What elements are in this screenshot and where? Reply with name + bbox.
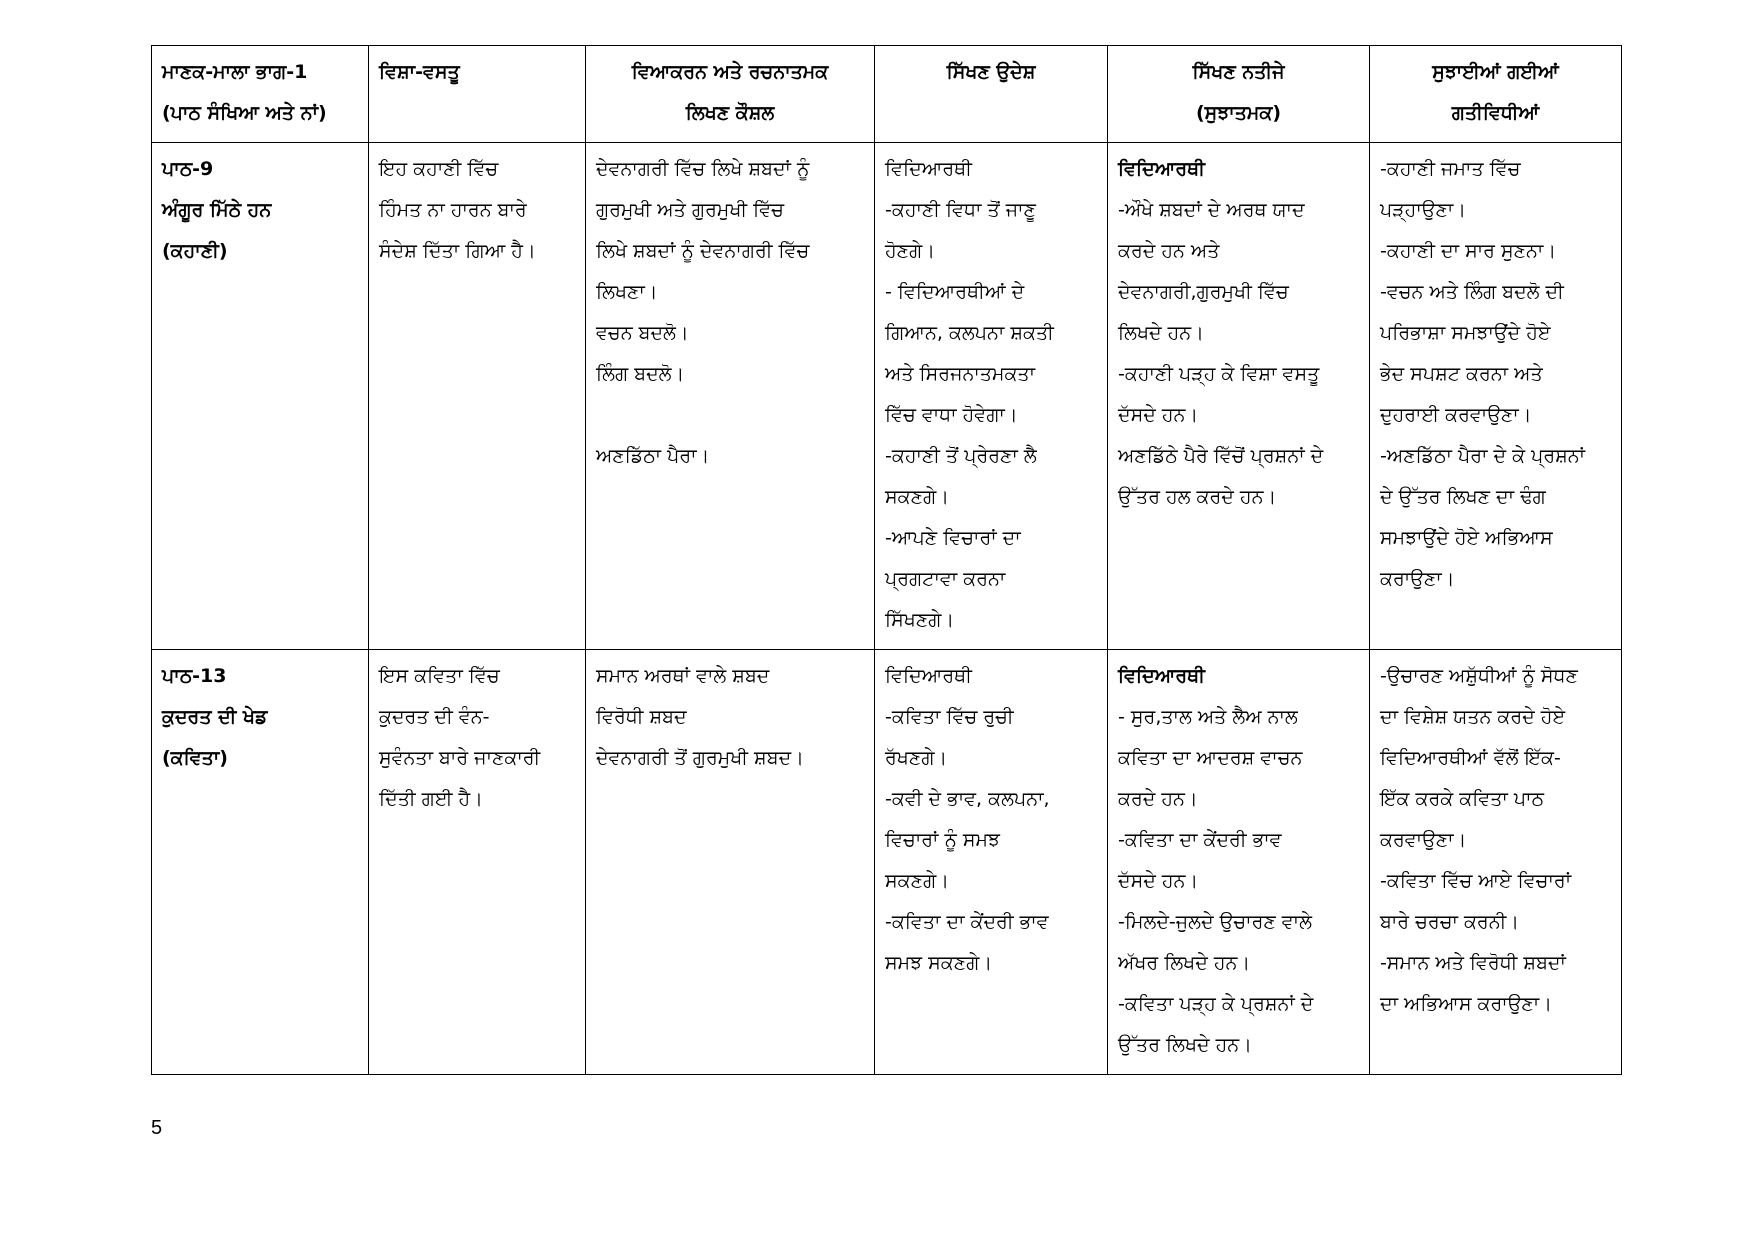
subject-cell: ਇਸ ਕਵਿਤਾ ਵਿੱਚ ਕੁਦਰਤ ਦੀ ਵੰਨ- ਸੁਵੰਨਤਾ ਬਾਰੇ ਜਾਣਕਾਰੀ ਦਿੱਤੀ ਗਈ ਹੈ।	[369, 650, 586, 1075]
lesson-cell: ਪਾਠ-9 ਅੰਗੂਰ ਮਿੱਠੇ ਹਨ (ਕਹਾਣੀ)	[152, 143, 369, 650]
outcomes-cell: ਵਿਦਿਆਰਥੀ -ਔਖੇ ਸ਼ਬਦਾਂ ਦੇ ਅਰਥ ਯਾਦ ਕਰਦੇ ਹਨ ਅਤੇ ਦੇਵਨਾਗਰੀ,ਗੁਰਮੁਖੀ ਵਿੱਚ ਲਿਖਦੇ ਹਨ। -ਕਹਾਣੀ ਪੜ੍ਹ ਕੇ ਵਿਸ਼ਾ ਵਸਤੂ ਦੱਸਦੇ ਹਨ। ਅਣਡਿੱਠੇ ਪੈਰੇ ਵਿੱਚੋਂ ਪ੍ਰਸ਼ਨਾਂ ਦੇ ਉੱਤਰ ਹਲ ਕਰਦੇ ਹਨ।	[1108, 143, 1370, 650]
table-row	[152, 143, 1622, 650]
table-row	[152, 650, 1622, 1075]
curriculum-table	[151, 45, 1622, 1075]
page-number: 5	[151, 1117, 163, 1139]
header-activities: ਸੁਝਾਈਆਂ ਗਈਆਂ ਗਤੀਵਿਧੀਆਂ	[1370, 46, 1622, 143]
header-objectives: ਸਿੱਖਣ ਉਦੇਸ਼	[875, 46, 1108, 143]
header-row	[152, 46, 1622, 143]
activities-cell: -ਕਹਾਣੀ ਜਮਾਤ ਵਿੱਚ ਪੜ੍ਹਾਉਣਾ। -ਕਹਾਣੀ ਦਾ ਸਾਰ ਸੁਣਨਾ। -ਵਚਨ ਅਤੇ ਲਿੰਗ ਬਦਲੋ ਦੀ ਪਰਿਭਾਸ਼ਾ ਸਮਝਾਉਂਦੇ ਹੋਏ ਭੇਦ ਸਪਸ਼ਟ ਕਰਨਾ ਅਤੇ ਦੁਹਰਾਈ ਕਰਵਾਉਣਾ। -ਅਣਡਿੱਠਾ ਪੈਰਾ ਦੇ ਕੇ ਪ੍ਰਸ਼ਨਾਂ ਦੇ ਉੱਤਰ ਲਿਖਣ ਦਾ ਢੰਗ ਸਮਝਾਉਂਦੇ ਹੋਏ ਅਭਿਆਸ ਕਰਾਉਣਾ।	[1370, 143, 1622, 650]
header-grammar: ਵਿਆਕਰਨ ਅਤੇ ਰਚਨਾਤਮਕ ਲਿਖਣ ਕੌਸ਼ਲ	[586, 46, 875, 143]
objectives-cell: ਵਿਦਿਆਰਥੀ -ਕਹਾਣੀ ਵਿਧਾ ਤੋਂ ਜਾਣੂ ਹੋਣਗੇ। - ਵਿਦਿਆਰਥੀਆਂ ਦੇ ਗਿਆਨ, ਕਲਪਨਾ ਸ਼ਕਤੀ ਅਤੇ ਸਿਰਜਨਾਤਮਕਤਾ ਵਿੱਚ ਵਾਧਾ ਹੋਵੇਗਾ। -ਕਹਾਣੀ ਤੋਂ ਪ੍ਰੇਰਣਾ ਲੈ ਸਕਣਗੇ। -ਆਪਣੇ ਵਿਚਾਰਾਂ ਦਾ ਪ੍ਰਗਟਾਵਾ ਕਰਨਾ ਸਿੱਖਣਗੇ।	[875, 143, 1108, 650]
outcomes-cell: ਵਿਦਿਆਰਥੀ - ਸੁਰ,ਤਾਲ ਅਤੇ ਲੈਅ ਨਾਲ ਕਵਿਤਾ ਦਾ ਆਦਰਸ਼ ਵਾਚਨ ਕਰਦੇ ਹਨ। -ਕਵਿਤਾ ਦਾ ਕੇਂਦਰੀ ਭਾਵ ਦੱਸਦੇ ਹਨ। -ਮਿਲਦੇ-ਜੁਲਦੇ ਉਚਾਰਣ ਵਾਲੇ ਅੱਖਰ ਲਿਖਦੇ ਹਨ। -ਕਵਿਤਾ ਪੜ੍ਹ ਕੇ ਪ੍ਰਸ਼ਨਾਂ ਦੇ ਉੱਤਰ ਲਿਖਦੇ ਹਨ।	[1108, 650, 1370, 1075]
activities-cell: -ਉਚਾਰਣ ਅਸ਼ੁੱਧੀਆਂ ਨੂੰ ਸੋਧਣ ਦਾ ਵਿਸ਼ੇਸ਼ ਯਤਨ ਕਰਦੇ ਹੋਏ ਵਿਦਿਆਰਥੀਆਂ ਵੱਲੋਂ ਇੱਕ- ਇੱਕ ਕਰਕੇ ਕਵਿਤਾ ਪਾਠ ਕਰਵਾਉਣਾ। -ਕਵਿਤਾ ਵਿੱਚ ਆਏ ਵਿਚਾਰਾਂ ਬਾਰੇ ਚਰਚਾ ਕਰਨੀ। -ਸਮਾਨ ਅਤੇ ਵਿਰੋਧੀ ਸ਼ਬਦਾਂ ਦਾ ਅਭਿਆਸ ਕਰਾਉਣਾ।	[1370, 650, 1622, 1075]
blank-line	[596, 395, 864, 436]
grammar-cell: ਦੇਵਨਾਗਰੀ ਵਿੱਚ ਲਿਖੇ ਸ਼ਬਦਾਂ ਨੂੰ ਗੁਰਮੁਖੀ ਅਤੇ ਗੁਰਮੁਖੀ ਵਿੱਚ ਲਿਖੇ ਸ਼ਬਦਾਂ ਨੂੰ ਦੇਵਨਾਗਰੀ ਵਿੱਚ ਲਿਖਣਾ। ਵਚਨ ਬਦਲੋ। ਲਿੰਗ ਬਦਲੋ। ਅਣਡਿੱਠਾ ਪੈਰਾ।	[586, 143, 875, 650]
lesson-cell: ਪਾਠ-13 ਕੁਦਰਤ ਦੀ ਖੇਡ (ਕਵਿਤਾ)	[152, 650, 369, 1075]
header-outcomes: ਸਿੱਖਣ ਨਤੀਜੇ (ਸੁਝਾਤਮਕ)	[1108, 46, 1370, 143]
header-subject: ਵਿਸ਼ਾ-ਵਸਤੂ	[369, 46, 586, 143]
header-lesson: ਮਾਣਕ-ਮਾਲਾ ਭਾਗ-1 (ਪਾਠ ਸੰਖਿਆ ਅਤੇ ਨਾਂ)	[152, 46, 369, 143]
grammar-cell: ਸਮਾਨ ਅਰਥਾਂ ਵਾਲੇ ਸ਼ਬਦ ਵਿਰੋਧੀ ਸ਼ਬਦ ਦੇਵਨਾਗਰੀ ਤੋਂ ਗੁਰਮੁਖੀ ਸ਼ਬਦ।	[586, 650, 875, 1075]
subject-cell: ਇਹ ਕਹਾਣੀ ਵਿੱਚ ਹਿੰਮਤ ਨਾ ਹਾਰਨ ਬਾਰੇ ਸੰਦੇਸ਼ ਦਿੱਤਾ ਗਿਆ ਹੈ।	[369, 143, 586, 650]
objectives-cell: ਵਿਦਿਆਰਥੀ -ਕਵਿਤਾ ਵਿੱਚ ਰੁਚੀ ਰੱਖਣਗੇ। -ਕਵੀ ਦੇ ਭਾਵ, ਕਲਪਨਾ, ਵਿਚਾਰਾਂ ਨੂੰ ਸਮਝ ਸਕਣਗੇ। -ਕਵਿਤਾ ਦਾ ਕੇਂਦਰੀ ਭਾਵ ਸਮਝ ਸਕਣਗੇ।	[875, 650, 1108, 1075]
